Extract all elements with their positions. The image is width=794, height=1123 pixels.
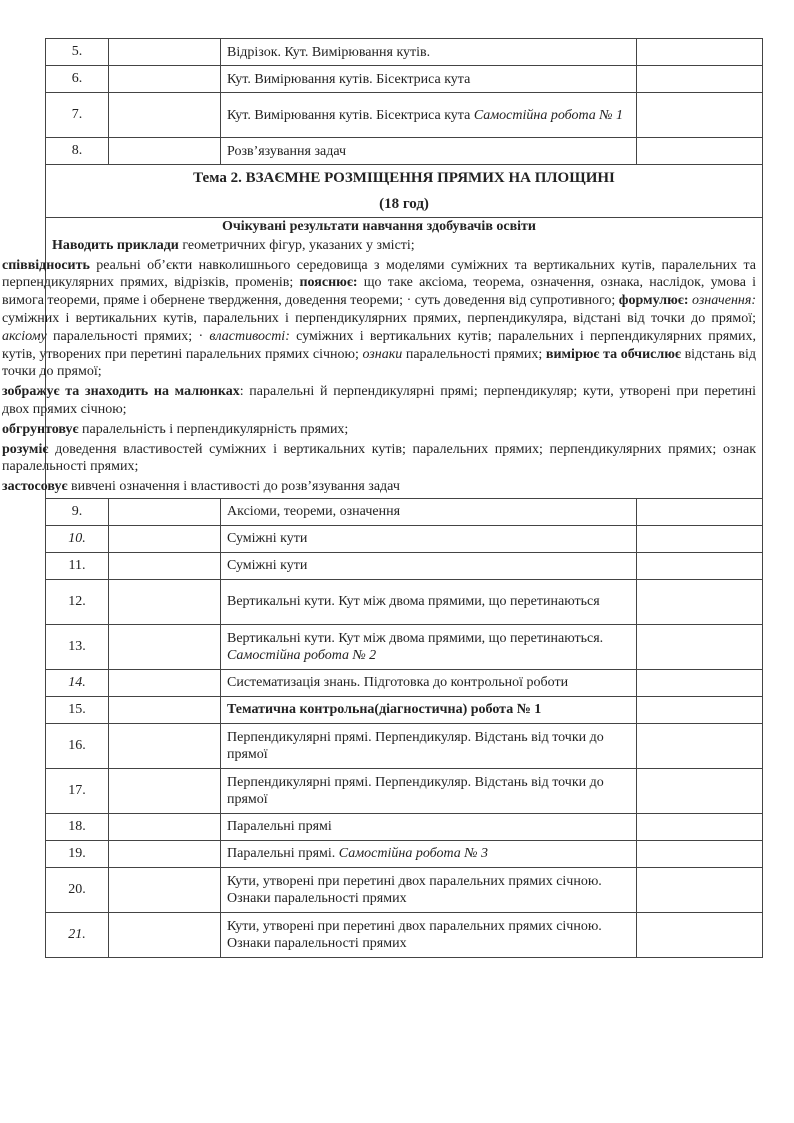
- notes-cell: [637, 39, 763, 66]
- date-cell: [109, 552, 221, 579]
- table-row: [46, 813, 763, 840]
- results-title: Очікувані результати навчання здобувачів освіти: [222, 219, 536, 234]
- lesson-topic: Кут. Вимірювання кутів. Бісектриса кута: [221, 66, 637, 93]
- results-row: [46, 218, 763, 499]
- lesson-plan-table: [2, 38, 763, 958]
- lesson-number: 13.: [46, 624, 109, 669]
- lesson-topic: Розв’язування задач: [221, 138, 637, 165]
- notes-cell: [637, 93, 763, 138]
- date-cell: [109, 768, 221, 813]
- table-row: [46, 39, 763, 66]
- table-row: [46, 93, 763, 138]
- date-cell: [109, 525, 221, 552]
- notes-cell: [637, 498, 763, 525]
- date-cell: [109, 867, 221, 912]
- notes-cell: [637, 840, 763, 867]
- lesson-number: 9.: [46, 498, 109, 525]
- lesson-topic: Перпендикулярні прямі. Перпендикуляр. Відстань від точки до прямої: [221, 768, 637, 813]
- table-row: [46, 525, 763, 552]
- assessment-note: Самостійна робота № 1: [473, 107, 623, 123]
- table-row: [46, 669, 763, 696]
- lesson-topic: Паралельні прямі. Самостійна робота № 3: [221, 840, 637, 867]
- lesson-topic: Відрізок. Кут. Вимірювання кутів.: [221, 39, 637, 66]
- results-paragraph: співвідносить реальні об’єкти навколишнього середовища з моделями суміжних та вертикальних кутів, паралельних та перпендикулярних прямих, відрізків, променів; пояснює: що таке аксіома, теорема, означення, ознака, наслідок, умова і вимога теореми, пряме і обернене твердження, доведення теореми; · суть доведення від супротивного; формулює: означення: суміжних і вертикальних кутів, паралельних і перпендикулярних прямих, перпендикуляра, відстані від точки до прямої; аксіому паралельності прямих; · властивості: суміжних і вертикальних кутів; паралельних і перпендикулярних прямих, кутів, утворених при перетині паралельних прямих січною; ознаки паралельності прямих; вимірює та обчислює відстань від точки до прямої;: [2, 257, 757, 380]
- table-row: [46, 867, 763, 912]
- table-row: [46, 768, 763, 813]
- table-row: [46, 552, 763, 579]
- lesson-number: 17.: [46, 768, 109, 813]
- lesson-number: 20.: [46, 867, 109, 912]
- notes-cell: [637, 912, 763, 957]
- section-title: Тема 2. ВЗАЄМНЕ РОЗМІЩЕННЯ ПРЯМИХ НА ПЛОЩИНІ: [193, 170, 615, 186]
- date-cell: [109, 696, 221, 723]
- table-row: [46, 66, 763, 93]
- lesson-number: 11.: [46, 552, 109, 579]
- lesson-topic: Перпендикулярні прямі. Перпендикуляр. Відстань від точки до прямої: [221, 723, 637, 768]
- notes-cell: [637, 696, 763, 723]
- notes-cell: [637, 66, 763, 93]
- table-row: [46, 579, 763, 624]
- results-paragraph: зображує та знаходить на малюнках: паралельні й перпендикулярні прямі; перпендикуляр; кути, утворені при перетині двох прямих січною;: [2, 384, 756, 417]
- lesson-number: 15.: [46, 696, 109, 723]
- section-hours: (18 год): [379, 196, 429, 212]
- lesson-number: 16.: [46, 723, 109, 768]
- results-paragraph: обгрунтовує паралельність і перпендикулярність прямих;: [2, 421, 349, 437]
- lesson-topic: Вертикальні кути. Кут між двома прямими, що перетинаються. Самостійна робота № 2: [221, 624, 637, 669]
- lesson-number: 18.: [46, 813, 109, 840]
- results-paragraph: розуміє доведення властивостей суміжних і вертикальних кутів; паралельних прямих; перпендикулярних прямих; ознак паралельності прямих;: [2, 441, 756, 475]
- lesson-topic: Кут. Вимірювання кутів. Бісектриса кута Самостійна робота № 1: [221, 93, 637, 138]
- date-cell: [109, 93, 221, 138]
- table-row: [46, 138, 763, 165]
- notes-cell: [637, 867, 763, 912]
- lesson-number: 7.: [46, 93, 109, 138]
- lesson-number: 10.: [46, 525, 109, 552]
- notes-cell: [637, 723, 763, 768]
- lesson-topic: Суміжні кути: [221, 525, 637, 552]
- assessment-note: Самостійна робота № 3: [338, 846, 488, 862]
- lesson-number: 5.: [46, 39, 109, 66]
- lesson-topic: Кути, утворені при перетині двох паралельних прямих січною. Ознаки паралельності прямих: [221, 867, 637, 912]
- table-row: [46, 723, 763, 768]
- table-row: [46, 498, 763, 525]
- notes-cell: [637, 138, 763, 165]
- lesson-number: 21.: [46, 912, 109, 957]
- date-cell: [109, 66, 221, 93]
- date-cell: [109, 498, 221, 525]
- notes-cell: [637, 525, 763, 552]
- table-row: [46, 696, 763, 723]
- date-cell: [109, 813, 221, 840]
- lesson-topic: Систематизація знань. Підготовка до контрольної роботи: [221, 669, 637, 696]
- table-row: [46, 912, 763, 957]
- date-cell: [109, 579, 221, 624]
- table-row: [46, 840, 763, 867]
- date-cell: [109, 840, 221, 867]
- notes-cell: [637, 768, 763, 813]
- lesson-topic: Суміжні кути: [221, 552, 637, 579]
- date-cell: [109, 624, 221, 669]
- notes-cell: [637, 813, 763, 840]
- table-row: [46, 624, 763, 669]
- lesson-topic: Тематична контрольна(діагностична) робота № 1: [221, 696, 637, 723]
- section-heading: [46, 165, 763, 218]
- date-cell: [109, 39, 221, 66]
- lesson-topic: Аксіоми, теореми, означення: [221, 498, 637, 525]
- notes-cell: [637, 552, 763, 579]
- lesson-topic: Паралельні прямі: [221, 813, 637, 840]
- date-cell: [109, 138, 221, 165]
- results-paragraph: Наводить приклади геометричних фігур, указаних у змісті;: [52, 237, 415, 253]
- lesson-topic: Вертикальні кути. Кут між двома прямими, що перетинаються: [221, 579, 637, 624]
- section-heading-row: [46, 165, 763, 218]
- notes-cell: [637, 579, 763, 624]
- lesson-number: 6.: [46, 66, 109, 93]
- notes-cell: [637, 624, 763, 669]
- date-cell: [109, 669, 221, 696]
- lesson-number: 19.: [46, 840, 109, 867]
- lesson-number: 12.: [46, 579, 109, 624]
- date-cell: [109, 912, 221, 957]
- date-cell: [109, 723, 221, 768]
- assessment-note: Самостійна робота № 2: [227, 647, 377, 663]
- lesson-number: 14.: [46, 669, 109, 696]
- expected-results: [2, 218, 763, 499]
- lesson-number: 8.: [46, 138, 109, 165]
- lesson-topic: Кути, утворені при перетині двох паралельних прямих січною. Ознаки паралельності прямих: [221, 912, 637, 957]
- notes-cell: [637, 669, 763, 696]
- results-paragraph: застосовує вивчені означення і властивості до розв’язування задач: [2, 479, 400, 495]
